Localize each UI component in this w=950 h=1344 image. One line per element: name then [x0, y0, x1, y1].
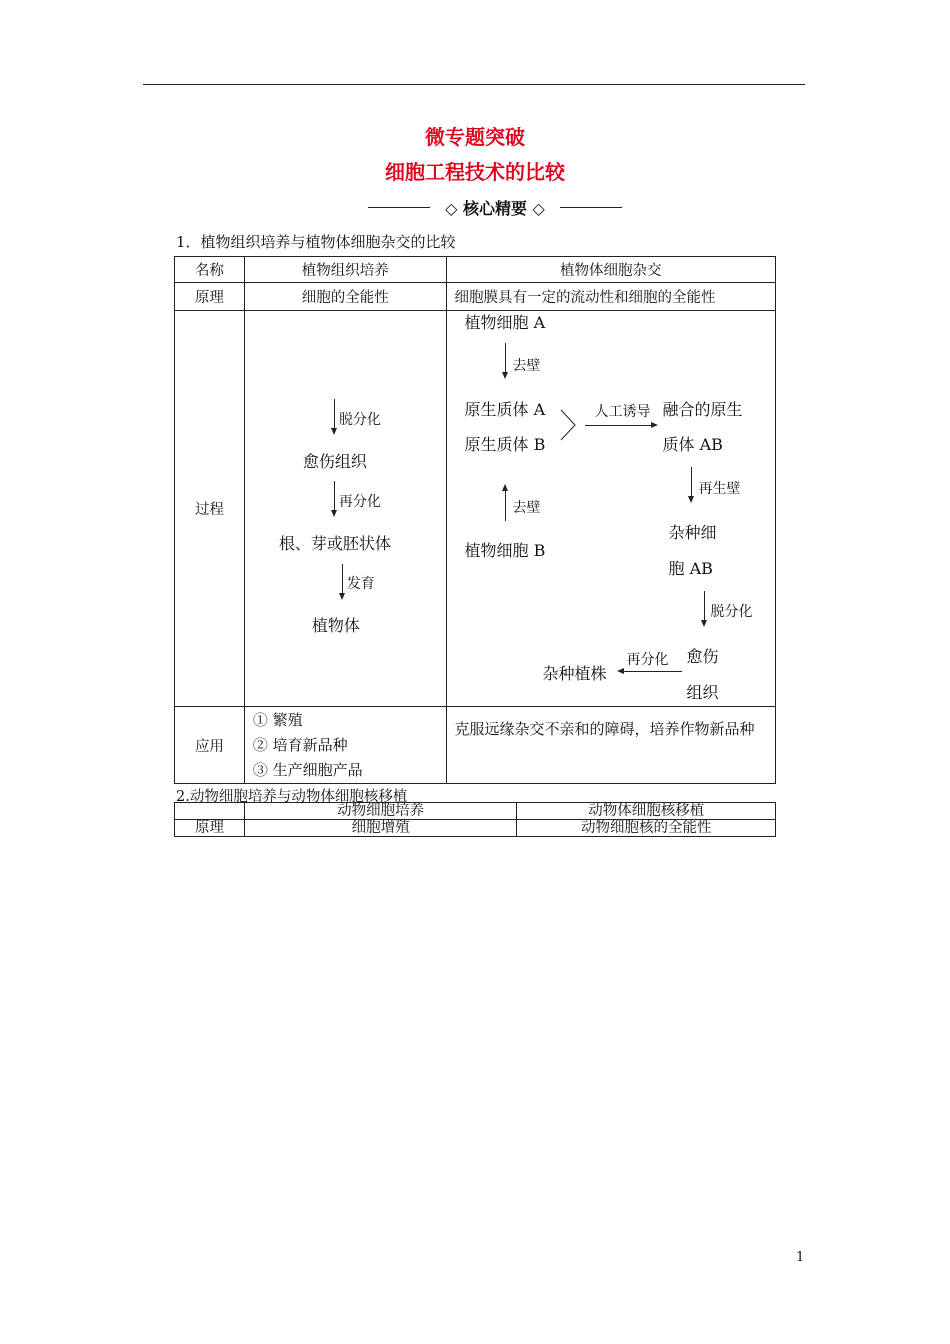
flow-node: 组织: [686, 683, 719, 702]
cell: 细胞膜具有一定的流动性和细胞的全能性: [446, 283, 775, 311]
arrow-down-icon: [701, 620, 707, 627]
arrow-label: 再生壁: [698, 481, 741, 497]
row-label: 过程: [175, 311, 245, 707]
application-list: [244, 707, 446, 784]
arrow-down-icon: [502, 372, 508, 379]
flow-node: 杂种细: [668, 523, 717, 542]
arrow-label: 人工诱导: [594, 404, 651, 420]
flow-node: 原生质体 B: [464, 435, 546, 454]
flow-node: 植物细胞 A: [464, 313, 546, 332]
section1-heading: 1．植物组织培养与植物体细胞杂交的比较: [176, 233, 456, 251]
arrow-down-icon: [331, 428, 337, 435]
cell: 细胞增殖: [244, 820, 517, 837]
animal-comparison-table: [174, 802, 776, 837]
application-item: ② 培育新品种: [252, 735, 348, 754]
arrow-label: 再分化: [626, 652, 669, 668]
header-cell: 动物细胞培养: [244, 803, 517, 820]
merge-bracket-icon: [559, 408, 579, 442]
arrow-label: 再分化: [338, 494, 381, 510]
arrow-left-icon: [617, 668, 624, 674]
header-cell: 动物体细胞核移植: [517, 803, 776, 820]
flow-node: 质体 AB: [662, 435, 723, 454]
arrow-label: 发育: [346, 576, 375, 592]
row-label: 应用: [175, 707, 245, 784]
table-row-process: [175, 311, 776, 707]
page-subtitle: 细胞工程技术的比较: [385, 160, 565, 184]
flow-node: 愈伤组织: [302, 452, 367, 471]
arrow-label: 脱分化: [710, 604, 753, 620]
plant-comparison-table: [174, 256, 776, 784]
section-label-line-right: [560, 207, 622, 208]
table-row-principle: [175, 283, 776, 311]
header-cell: 植物组织培养: [244, 257, 446, 283]
hybrid-flow: [446, 311, 775, 707]
header-cell: 名称: [175, 257, 245, 283]
application-item: ① 繁殖: [252, 710, 303, 729]
section-label-text: ◇ 核心精要 ◇: [445, 199, 545, 218]
header-cell: [175, 803, 245, 820]
section-label-line-left: [368, 207, 430, 208]
section-label: [368, 196, 628, 218]
cell: 细胞的全能性: [244, 283, 446, 311]
table-row-principle: [175, 820, 776, 837]
flow-node: 融合的原生: [662, 400, 743, 419]
table-header-row: [175, 803, 776, 820]
row-label: 原理: [175, 820, 245, 837]
arrow-up-icon: [502, 484, 508, 491]
page-title: 微专题突破: [425, 125, 525, 149]
table-row-application: [175, 707, 776, 784]
flow-node: 根、芽或胚状体: [278, 534, 391, 553]
table-header-row: [175, 257, 776, 283]
flow-node: 杂种植株: [542, 664, 607, 683]
flow-node: 愈伤: [686, 647, 719, 666]
arrow-down-icon: [339, 593, 345, 600]
flow-node: 原生质体 A: [464, 400, 546, 419]
arrow-label: 去壁: [512, 358, 541, 374]
arrow-label: 脱分化: [338, 412, 381, 428]
page-number: 1: [796, 1250, 805, 1265]
application-item: ③ 生产细胞产品: [252, 760, 363, 779]
arrow-right-icon: [651, 422, 658, 428]
header-cell: 植物体细胞杂交: [446, 257, 775, 283]
cell: 动物细胞核的全能性: [517, 820, 776, 837]
arrow-down-icon: [331, 510, 337, 517]
flow-node: 植物体: [311, 616, 360, 635]
section2-heading: 2.动物细胞培养与动物体细胞核移植: [176, 789, 408, 805]
flow-node: 植物细胞 B: [464, 541, 546, 560]
cell: 克服远缘杂交不亲和的障碍，培养作物新品种: [446, 707, 775, 784]
tissue-culture-flow: [244, 311, 446, 707]
arrow-down-icon: [688, 496, 694, 503]
row-label: 原理: [175, 283, 245, 311]
arrow-label: 去壁: [512, 500, 541, 516]
flow-node: 胞 AB: [668, 559, 713, 578]
header-rule: [143, 84, 805, 85]
